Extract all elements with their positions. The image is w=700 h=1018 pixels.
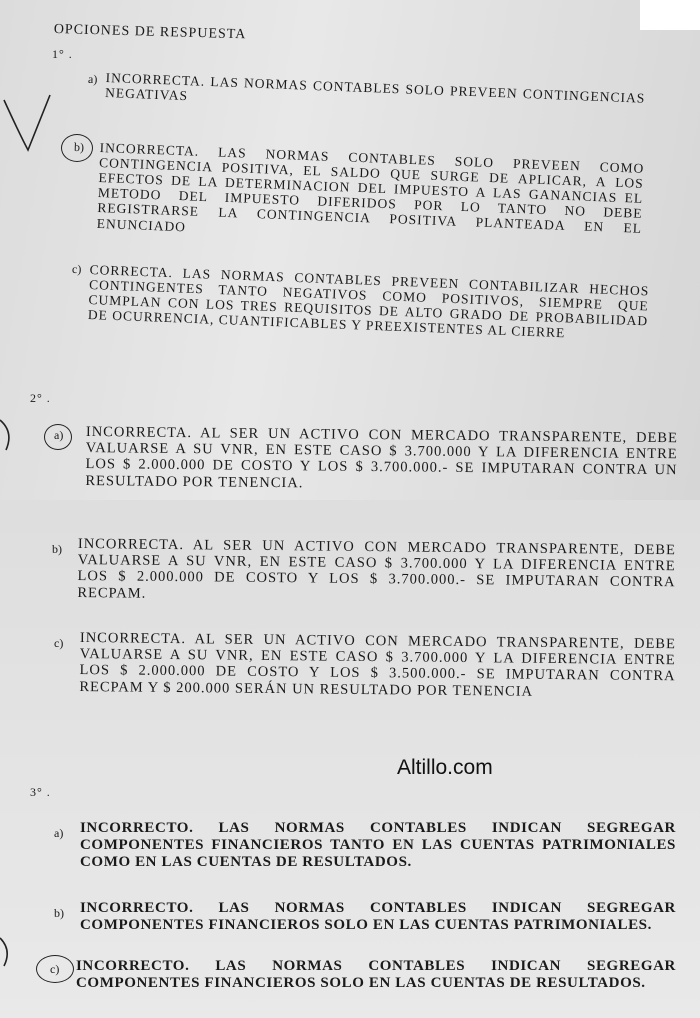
option-text: INCORRECTO. LAS NORMAS CONTABLES INDICAN SEGREGAR COMPONENTES FINANCIEROS TANTO EN LAS CUENTAS PATRIMONIALES COMO EN LAS CUENTAS DE RESULTADOS. [80, 820, 676, 870]
margin-mark [0, 420, 9, 450]
option-text: INCORRECTA. AL SER UN ACTIVO CON MERCADO TRANSPARENTE, DEBE VALUARSE A SU VNR, EN ESTE CASO $ 3.700.000 Y LA DIFERENCIA ENTRE LOS $ 2.000.000 DE COSTO Y LOS $ 3.500.000.- SE IMPUTARAN CONTRA RECPAM Y $ 200.000 SERÁN UN RESULTADO POR TENENCIA [79, 630, 676, 700]
option-text: INCORRECTO. LAS NORMAS CONTABLES INDICAN SEGREGAR COMPONENTES FINANCIEROS SOLO EN LAS CUENTAS DE RESULTADOS. [76, 958, 676, 991]
option-letter: c) [50, 962, 60, 976]
margin-mark [0, 938, 7, 966]
option-text: INCORRECTA. AL SER UN ACTIVO CON MERCADO TRANSPARENTE, DEBE VALUARSE A SU VNR, EN ESTE CASO $ 3.700.000 Y LA DIFERENCIA ENTRE LOS $ 2.000.000 DE COSTO Y LOS $ 3.700.000.- SE IMPUTARAN CONTRA UN RESULTADO POR TENENCIA. [85, 424, 678, 491]
site-watermark: Altillo.com [397, 756, 493, 779]
option-text: INCORRECTA. LAS NORMAS CONTABLES SOLO PREVEEN CONTINGENCIAS NEGATIVAS [104, 70, 646, 106]
option-letter: a) [87, 71, 98, 87]
option-letter: a) [54, 826, 64, 840]
question-number: 2° . [30, 391, 51, 405]
option-letter: c) [71, 261, 82, 277]
page-title: OPCIONES DE RESPUESTA [53, 22, 247, 43]
option-letter: b) [52, 542, 62, 556]
check-mark-icon [4, 95, 50, 150]
option-text: INCORRECTA. LAS NORMAS CONTABLES SOLO PREVEEN COMO CONTINGENCIA POSITIVA, EL SALDO QUE SURGE DE APLICAR, A LOS EFECTOS DE LA DETERMINACION DEL IMPUESTO A LAS GANANCIAS EL METODO DEL IMPUESTO DIFERIDOS POR LO TANTO NO DEBE REGISTRARSE LA CONTINGENCIA POSITIVA PLANTEADA EN EL ENUNCIADO [96, 140, 645, 237]
option-letter: a) [54, 428, 64, 442]
question-number: 1° . [52, 47, 73, 61]
question-number: 3° . [30, 785, 51, 799]
option-text: CORRECTA. LAS NORMAS CONTABLES PREVEEN CONTABILIZAR HECHOS CONTINGENTES TANTO NEGATIVOS COMO POSITIVOS, SIEMPRE QUE CUMPLAN CON LOS TRES REQUISITOS DE ALTO GRADO DE PROBABILIDAD DE OCURRENCIA, CUANTIFICABLES Y PREEXISTENTES AL CIERRE [87, 262, 650, 341]
option-text: INCORRECTO. LAS NORMAS CONTABLES INDICAN SEGREGAR COMPONENTES FINANCIEROS SOLO EN LAS CUENTAS PATRIMONIALES. [80, 900, 676, 933]
option-letter: b) [73, 139, 85, 155]
option-letter: c) [54, 636, 64, 650]
option-letter: b) [54, 906, 64, 920]
option-text: INCORRECTA. AL SER UN ACTIVO CON MERCADO TRANSPARENTE, DEBE VALUARSE A SU VNR, EN ESTE CASO $ 3.700.000 Y LA DIFERENCIA ENTRE LOS $ 2.000.000 DE COSTO Y LOS $ 3.700.000.- SE IMPUTARAN CONTRA RECPAM. [77, 536, 676, 602]
